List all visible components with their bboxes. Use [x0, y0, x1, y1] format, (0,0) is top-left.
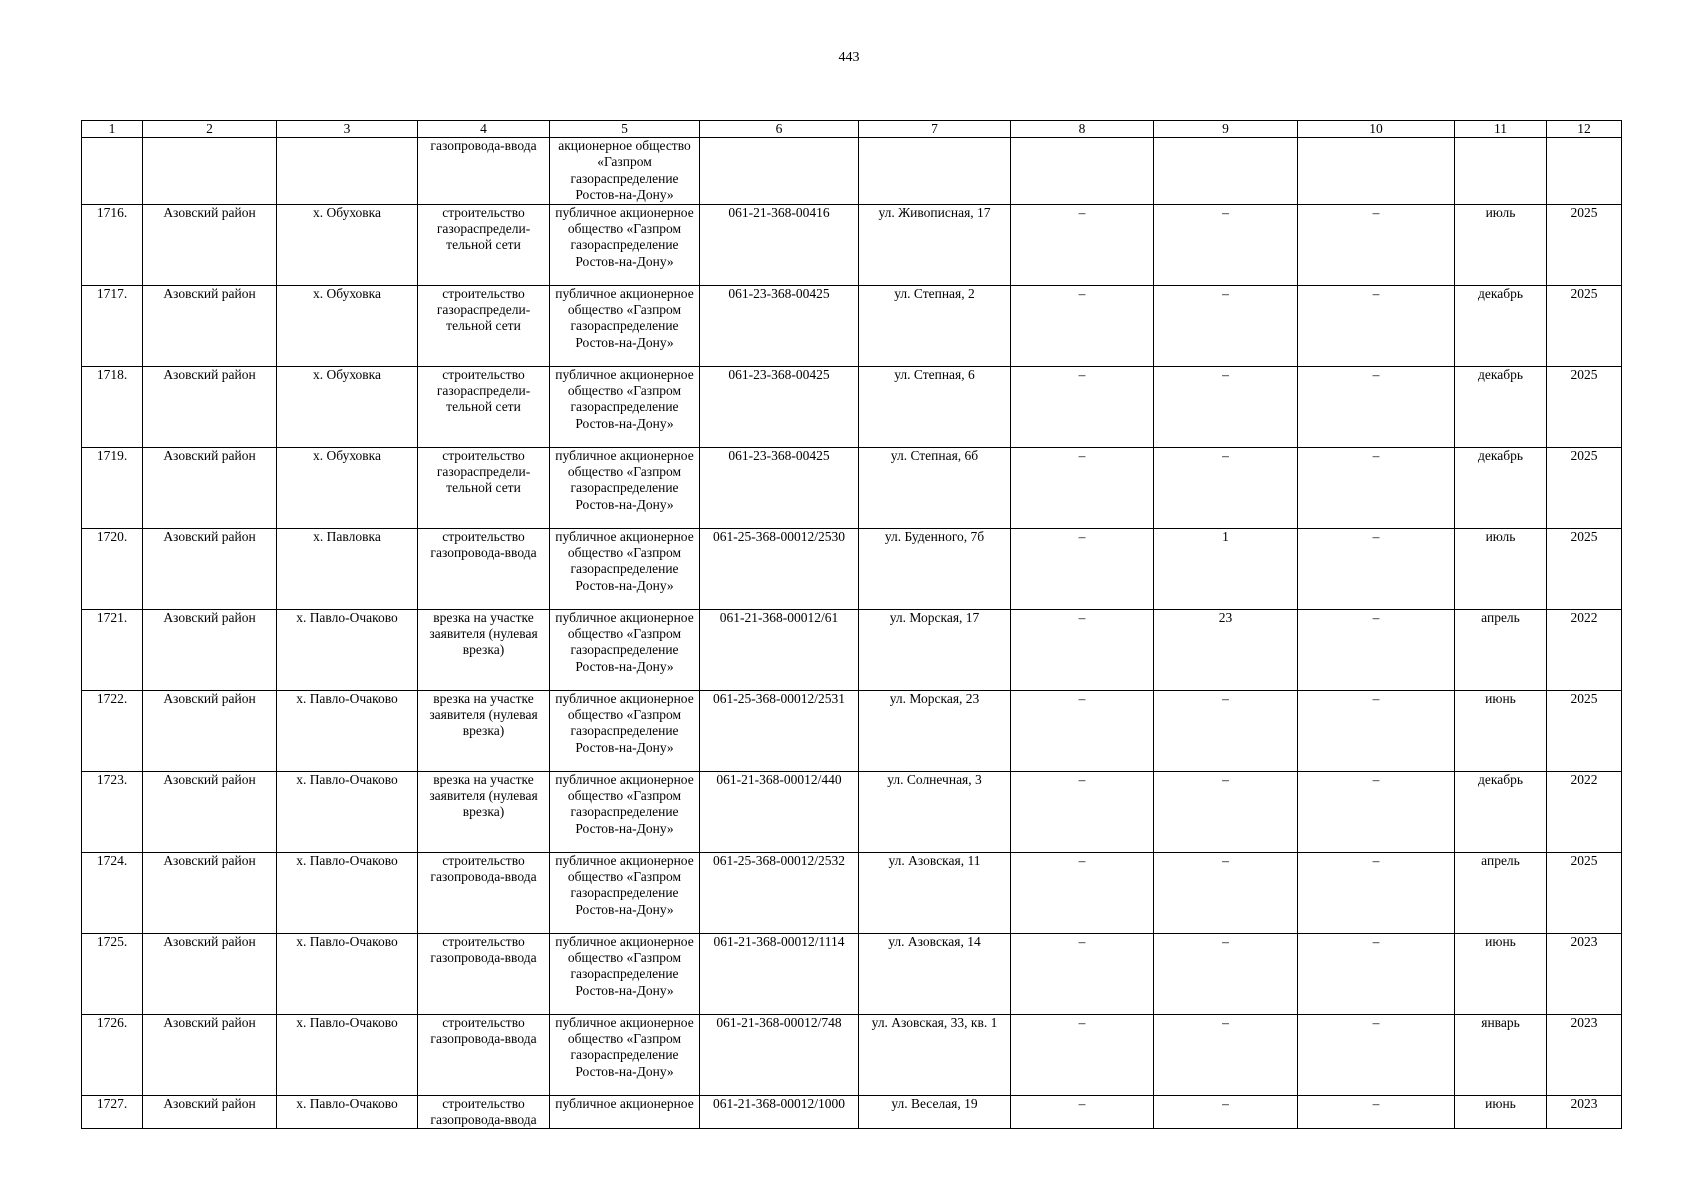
settlement-cell: х. Павло-Очаково: [277, 933, 418, 1014]
table-cell: [859, 138, 1011, 205]
column-header: 1: [82, 121, 143, 138]
table-row: [82, 1095, 1622, 1129]
organization-cell: публичное акционерное общество «Газпром газораспределение Ростов-на-Дону»: [550, 528, 700, 609]
organization-cell: публичное акционерное: [550, 1095, 700, 1129]
row-number-cell: 1722.: [82, 690, 143, 771]
address-cell: ул. Буденного, 7б: [859, 528, 1011, 609]
work-type-cell: врезка на участке заявителя (нулевая врезка): [418, 609, 550, 690]
row-number-cell: 1719.: [82, 447, 143, 528]
year-cell: 2025: [1547, 690, 1622, 771]
column-8-cell: –: [1011, 285, 1154, 366]
registry-code-cell: 061-21-368-00416: [700, 204, 859, 285]
table-cell: [1298, 138, 1455, 205]
district-cell: Азовский район: [143, 204, 277, 285]
column-9-cell: 23: [1154, 609, 1298, 690]
work-type-cell: строительство газопровода-ввода: [418, 528, 550, 609]
organization-cell: публичное акционерное общество «Газпром газораспределение Ростов-на-Дону»: [550, 285, 700, 366]
address-cell: ул. Солнечная, 3: [859, 771, 1011, 852]
district-cell: Азовский район: [143, 933, 277, 1014]
column-9-cell: 1: [1154, 528, 1298, 609]
column-9-cell: –: [1154, 852, 1298, 933]
month-cell: декабрь: [1455, 447, 1547, 528]
column-8-cell: –: [1011, 609, 1154, 690]
work-type-cell: строительство газопровода-ввода: [418, 933, 550, 1014]
table-row: [82, 690, 1622, 771]
table-cell: [143, 138, 277, 205]
organization-cell: публичное акционерное общество «Газпром газораспределение Ростов-на-Дону»: [550, 771, 700, 852]
column-8-cell: –: [1011, 1014, 1154, 1095]
table-row: [82, 528, 1622, 609]
registry-code-cell: 061-25-368-00012/2531: [700, 690, 859, 771]
column-header: 2: [143, 121, 277, 138]
address-cell: ул. Азовская, 11: [859, 852, 1011, 933]
district-cell: Азовский район: [143, 447, 277, 528]
work-type-cell: газопровода-ввода: [418, 138, 550, 205]
work-type-cell: строительство газораспредели-тельной сети: [418, 447, 550, 528]
district-cell: Азовский район: [143, 285, 277, 366]
column-8-cell: –: [1011, 852, 1154, 933]
settlement-cell: х. Павло-Очаково: [277, 771, 418, 852]
column-10-cell: –: [1298, 852, 1455, 933]
settlement-cell: х. Обуховка: [277, 285, 418, 366]
year-cell: 2023: [1547, 1014, 1622, 1095]
table-row: [82, 771, 1622, 852]
table-cell: [1011, 138, 1154, 205]
month-cell: июнь: [1455, 933, 1547, 1014]
row-number-cell: 1726.: [82, 1014, 143, 1095]
district-cell: Азовский район: [143, 771, 277, 852]
row-number-cell: 1717.: [82, 285, 143, 366]
table-row: [82, 1014, 1622, 1095]
row-number-cell: 1718.: [82, 366, 143, 447]
column-8-cell: –: [1011, 1095, 1154, 1129]
column-10-cell: –: [1298, 771, 1455, 852]
year-cell: 2022: [1547, 609, 1622, 690]
month-cell: июль: [1455, 204, 1547, 285]
page-number: 443: [838, 50, 860, 65]
year-cell: 2022: [1547, 771, 1622, 852]
registry-code-cell: 061-23-368-00425: [700, 447, 859, 528]
work-type-cell: строительство газораспредели-тельной сети: [418, 366, 550, 447]
column-header: 6: [700, 121, 859, 138]
table-row: [82, 447, 1622, 528]
district-cell: Азовский район: [143, 1095, 277, 1129]
organization-cell: публичное акционерное общество «Газпром газораспределение Ростов-на-Дону»: [550, 1014, 700, 1095]
month-cell: апрель: [1455, 609, 1547, 690]
month-cell: декабрь: [1455, 771, 1547, 852]
column-9-cell: –: [1154, 1095, 1298, 1129]
row-number-cell: 1724.: [82, 852, 143, 933]
settlement-cell: х. Павло-Очаково: [277, 1014, 418, 1095]
column-header: 11: [1455, 121, 1547, 138]
work-type-cell: врезка на участке заявителя (нулевая врезка): [418, 690, 550, 771]
row-number-cell: 1720.: [82, 528, 143, 609]
row-number-cell: 1716.: [82, 204, 143, 285]
address-cell: ул. Степная, 6б: [859, 447, 1011, 528]
work-type-cell: строительство газопровода-ввода: [418, 1095, 550, 1129]
column-10-cell: –: [1298, 933, 1455, 1014]
row-number-cell: 1721.: [82, 609, 143, 690]
row-number-cell: 1727.: [82, 1095, 143, 1129]
continuation-row: [82, 138, 1622, 205]
column-9-cell: –: [1154, 690, 1298, 771]
table-cell: [1154, 138, 1298, 205]
row-number-cell: 1723.: [82, 771, 143, 852]
column-9-cell: –: [1154, 771, 1298, 852]
table-row: [82, 852, 1622, 933]
month-cell: апрель: [1455, 852, 1547, 933]
registry-code-cell: 061-25-368-00012/2532: [700, 852, 859, 933]
column-8-cell: –: [1011, 447, 1154, 528]
registry-code-cell: 061-23-368-00425: [700, 366, 859, 447]
district-cell: Азовский район: [143, 366, 277, 447]
row-number-cell: 1725.: [82, 933, 143, 1014]
registry-code-cell: 061-21-368-00012/1114: [700, 933, 859, 1014]
column-8-cell: –: [1011, 366, 1154, 447]
district-cell: Азовский район: [143, 690, 277, 771]
address-cell: ул. Азовская, 14: [859, 933, 1011, 1014]
column-header: 12: [1547, 121, 1622, 138]
address-cell: ул. Живописная, 17: [859, 204, 1011, 285]
year-cell: 2025: [1547, 204, 1622, 285]
address-cell: ул. Морская, 17: [859, 609, 1011, 690]
settlement-cell: х. Павловка: [277, 528, 418, 609]
column-number-header-row: [82, 121, 1622, 138]
work-type-cell: строительство газопровода-ввода: [418, 852, 550, 933]
table-cell: [1547, 138, 1622, 205]
column-header: 5: [550, 121, 700, 138]
address-cell: ул. Азовская, 33, кв. 1: [859, 1014, 1011, 1095]
month-cell: июнь: [1455, 690, 1547, 771]
column-10-cell: –: [1298, 204, 1455, 285]
column-10-cell: –: [1298, 366, 1455, 447]
table-cell: [277, 138, 418, 205]
work-type-cell: строительство газораспредели-тельной сети: [418, 204, 550, 285]
column-8-cell: –: [1011, 933, 1154, 1014]
address-cell: ул. Степная, 2: [859, 285, 1011, 366]
column-header: 4: [418, 121, 550, 138]
organization-cell: публичное акционерное общество «Газпром газораспределение Ростов-на-Дону»: [550, 366, 700, 447]
year-cell: 2025: [1547, 852, 1622, 933]
column-8-cell: –: [1011, 528, 1154, 609]
year-cell: 2023: [1547, 1095, 1622, 1129]
table-row: [82, 933, 1622, 1014]
work-type-cell: строительство газораспредели-тельной сети: [418, 285, 550, 366]
column-10-cell: –: [1298, 1014, 1455, 1095]
column-10-cell: –: [1298, 609, 1455, 690]
registry-code-cell: 061-21-368-00012/748: [700, 1014, 859, 1095]
organization-cell: публичное акционерное общество «Газпром газораспределение Ростов-на-Дону»: [550, 852, 700, 933]
work-type-cell: строительство газопровода-ввода: [418, 1014, 550, 1095]
organization-cell: публичное акционерное общество «Газпром газораспределение Ростов-на-Дону»: [550, 447, 700, 528]
column-header: 8: [1011, 121, 1154, 138]
column-8-cell: –: [1011, 771, 1154, 852]
address-cell: ул. Морская, 23: [859, 690, 1011, 771]
column-9-cell: –: [1154, 933, 1298, 1014]
address-cell: ул. Веселая, 19: [859, 1095, 1011, 1129]
column-8-cell: –: [1011, 204, 1154, 285]
table-row: [82, 609, 1622, 690]
column-9-cell: –: [1154, 204, 1298, 285]
table-row: [82, 366, 1622, 447]
column-9-cell: –: [1154, 447, 1298, 528]
column-9-cell: –: [1154, 366, 1298, 447]
year-cell: 2025: [1547, 528, 1622, 609]
table-row: [82, 204, 1622, 285]
year-cell: 2025: [1547, 366, 1622, 447]
column-9-cell: –: [1154, 1014, 1298, 1095]
column-10-cell: –: [1298, 1095, 1455, 1129]
settlement-cell: х. Павло-Очаково: [277, 852, 418, 933]
column-header: 9: [1154, 121, 1298, 138]
table-cell: [82, 138, 143, 205]
table-cell: [1455, 138, 1547, 205]
month-cell: июнь: [1455, 1095, 1547, 1129]
settlement-cell: х. Павло-Очаково: [277, 1095, 418, 1129]
month-cell: декабрь: [1455, 285, 1547, 366]
table-body: [82, 204, 1622, 1129]
registry-code-cell: 061-21-368-00012/61: [700, 609, 859, 690]
district-cell: Азовский район: [143, 852, 277, 933]
table-row: [82, 285, 1622, 366]
column-10-cell: –: [1298, 447, 1455, 528]
registry-code-cell: 061-23-368-00425: [700, 285, 859, 366]
settlement-cell: х. Обуховка: [277, 447, 418, 528]
year-cell: 2025: [1547, 447, 1622, 528]
registry-code-cell: 061-21-368-00012/440: [700, 771, 859, 852]
column-header: 7: [859, 121, 1011, 138]
year-cell: 2023: [1547, 933, 1622, 1014]
organization-cell: публичное акционерное общество «Газпром газораспределение Ростов-на-Дону»: [550, 690, 700, 771]
district-cell: Азовский район: [143, 609, 277, 690]
month-cell: июль: [1455, 528, 1547, 609]
district-cell: Азовский район: [143, 1014, 277, 1095]
registry-code-cell: 061-21-368-00012/1000: [700, 1095, 859, 1129]
column-9-cell: –: [1154, 285, 1298, 366]
work-type-cell: врезка на участке заявителя (нулевая врезка): [418, 771, 550, 852]
gasification-registry-table: [81, 120, 1622, 1129]
column-8-cell: –: [1011, 690, 1154, 771]
settlement-cell: х. Обуховка: [277, 366, 418, 447]
organization-cell: публичное акционерное общество «Газпром газораспределение Ростов-на-Дону»: [550, 204, 700, 285]
month-cell: январь: [1455, 1014, 1547, 1095]
column-header: 10: [1298, 121, 1455, 138]
column-10-cell: –: [1298, 528, 1455, 609]
settlement-cell: х. Павло-Очаково: [277, 690, 418, 771]
column-10-cell: –: [1298, 285, 1455, 366]
year-cell: 2025: [1547, 285, 1622, 366]
district-cell: Азовский район: [143, 528, 277, 609]
organization-cell: акционерное общество «Газпром газораспределение Ростов-на-Дону»: [550, 138, 700, 205]
month-cell: декабрь: [1455, 366, 1547, 447]
address-cell: ул. Степная, 6: [859, 366, 1011, 447]
settlement-cell: х. Обуховка: [277, 204, 418, 285]
organization-cell: публичное акционерное общество «Газпром газораспределение Ростов-на-Дону»: [550, 933, 700, 1014]
settlement-cell: х. Павло-Очаково: [277, 609, 418, 690]
column-header: 3: [277, 121, 418, 138]
table-cell: [700, 138, 859, 205]
registry-code-cell: 061-25-368-00012/2530: [700, 528, 859, 609]
column-10-cell: –: [1298, 690, 1455, 771]
organization-cell: публичное акционерное общество «Газпром газораспределение Ростов-на-Дону»: [550, 609, 700, 690]
